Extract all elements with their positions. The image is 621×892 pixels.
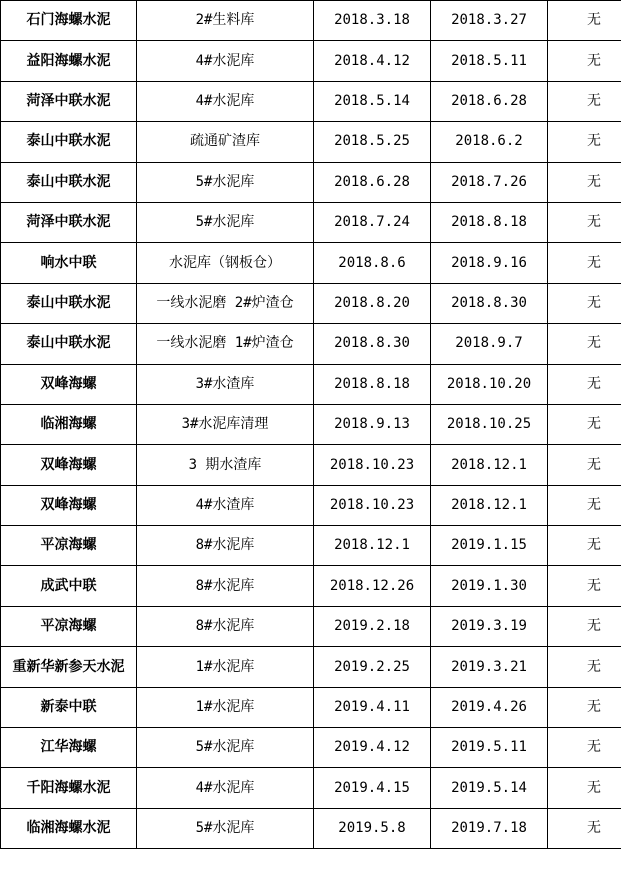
table-row: [1, 162, 621, 202]
silo-cell: 水泥库（钢板仓）: [137, 243, 314, 283]
end-date-cell: 2018.5.11: [431, 41, 548, 81]
company-cell: 菏泽中联水泥: [1, 202, 137, 242]
company-cell: 泰山中联水泥: [1, 122, 137, 162]
table-row: [1, 445, 621, 485]
table-row: [1, 526, 621, 566]
table-row: [1, 606, 621, 646]
end-date-cell: 2019.1.30: [431, 566, 548, 606]
end-date-cell: 2018.6.2: [431, 122, 548, 162]
start-date-cell: 2018.8.20: [314, 283, 431, 323]
note-cell: 无: [548, 526, 621, 566]
company-cell: 泰山中联水泥: [1, 283, 137, 323]
company-cell: 临湘海螺水泥: [1, 808, 137, 848]
note-cell: 无: [548, 41, 621, 81]
end-date-cell: 2018.9.16: [431, 243, 548, 283]
table-row: [1, 364, 621, 404]
company-cell: 临湘海螺: [1, 404, 137, 444]
end-date-cell: 2018.10.20: [431, 364, 548, 404]
start-date-cell: 2019.4.11: [314, 687, 431, 727]
silo-cell: 一线水泥磨 1#炉渣仓: [137, 324, 314, 364]
silo-cell: 5#水泥库: [137, 162, 314, 202]
start-date-cell: 2018.12.1: [314, 526, 431, 566]
start-date-cell: 2019.2.18: [314, 606, 431, 646]
company-cell: 泰山中联水泥: [1, 162, 137, 202]
end-date-cell: 2018.8.30: [431, 283, 548, 323]
note-cell: 无: [548, 606, 621, 646]
start-date-cell: 2019.2.25: [314, 647, 431, 687]
start-date-cell: 2018.5.14: [314, 81, 431, 121]
silo-cell: 5#水泥库: [137, 202, 314, 242]
note-cell: 无: [548, 808, 621, 848]
start-date-cell: 2018.7.24: [314, 202, 431, 242]
note-cell: 无: [548, 445, 621, 485]
silo-cell: 5#水泥库: [137, 808, 314, 848]
end-date-cell: 2019.3.21: [431, 647, 548, 687]
company-cell: 响水中联: [1, 243, 137, 283]
table-row: [1, 647, 621, 687]
end-date-cell: 2018.3.27: [431, 1, 548, 41]
silo-cell: 3#水泥库清理: [137, 404, 314, 444]
note-cell: 无: [548, 243, 621, 283]
table-row: [1, 768, 621, 808]
start-date-cell: 2018.8.6: [314, 243, 431, 283]
table-row: [1, 324, 621, 364]
company-cell: 江华海螺: [1, 728, 137, 768]
note-cell: 无: [548, 485, 621, 525]
start-date-cell: 2018.8.30: [314, 324, 431, 364]
company-cell: 益阳海螺水泥: [1, 41, 137, 81]
company-cell: 重新华新参天水泥: [1, 647, 137, 687]
table-row: [1, 485, 621, 525]
silo-cell: 4#水泥库: [137, 768, 314, 808]
company-cell: 平凉海螺: [1, 606, 137, 646]
end-date-cell: 2018.10.25: [431, 404, 548, 444]
silo-cell: 8#水泥库: [137, 566, 314, 606]
note-cell: 无: [548, 81, 621, 121]
end-date-cell: 2019.4.26: [431, 687, 548, 727]
note-cell: 无: [548, 202, 621, 242]
table-row: [1, 566, 621, 606]
end-date-cell: 2018.8.18: [431, 202, 548, 242]
start-date-cell: 2018.3.18: [314, 1, 431, 41]
table-row: [1, 283, 621, 323]
table-row: [1, 122, 621, 162]
note-cell: 无: [548, 364, 621, 404]
start-date-cell: 2018.9.13: [314, 404, 431, 444]
note-cell: 无: [548, 162, 621, 202]
table-row: [1, 808, 621, 848]
company-cell: 双峰海螺: [1, 485, 137, 525]
silo-cell: 4#水泥库: [137, 41, 314, 81]
silo-cell: 5#水泥库: [137, 728, 314, 768]
silo-cell: 4#水渣库: [137, 485, 314, 525]
table-row: [1, 404, 621, 444]
table-row: [1, 728, 621, 768]
end-date-cell: 2019.1.15: [431, 526, 548, 566]
end-date-cell: 2019.7.18: [431, 808, 548, 848]
start-date-cell: 2018.12.26: [314, 566, 431, 606]
silo-cell: 4#水泥库: [137, 81, 314, 121]
table-row: [1, 1, 621, 41]
start-date-cell: 2018.5.25: [314, 122, 431, 162]
note-cell: 无: [548, 687, 621, 727]
silo-cell: 疏通矿渣库: [137, 122, 314, 162]
table-row: [1, 41, 621, 81]
company-cell: 新泰中联: [1, 687, 137, 727]
silo-cell: 1#水泥库: [137, 687, 314, 727]
end-date-cell: 2018.12.1: [431, 445, 548, 485]
end-date-cell: 2018.9.7: [431, 324, 548, 364]
end-date-cell: 2019.5.14: [431, 768, 548, 808]
end-date-cell: 2018.7.26: [431, 162, 548, 202]
note-cell: 无: [548, 324, 621, 364]
company-cell: 菏泽中联水泥: [1, 81, 137, 121]
end-date-cell: 2018.12.1: [431, 485, 548, 525]
note-cell: 无: [548, 404, 621, 444]
start-date-cell: 2018.10.23: [314, 485, 431, 525]
silo-cell: 8#水泥库: [137, 526, 314, 566]
start-date-cell: 2019.4.12: [314, 728, 431, 768]
note-cell: 无: [548, 728, 621, 768]
table-row: [1, 243, 621, 283]
company-cell: 泰山中联水泥: [1, 324, 137, 364]
silo-cell: 1#水泥库: [137, 647, 314, 687]
table-body: [1, 1, 621, 849]
company-cell: 石门海螺水泥: [1, 1, 137, 41]
silo-cell: 2#生料库: [137, 1, 314, 41]
note-cell: 无: [548, 647, 621, 687]
start-date-cell: 2019.4.15: [314, 768, 431, 808]
end-date-cell: 2018.6.28: [431, 81, 548, 121]
start-date-cell: 2018.6.28: [314, 162, 431, 202]
note-cell: 无: [548, 566, 621, 606]
end-date-cell: 2019.3.19: [431, 606, 548, 646]
company-cell: 双峰海螺: [1, 445, 137, 485]
silo-cell: 8#水泥库: [137, 606, 314, 646]
start-date-cell: 2018.4.12: [314, 41, 431, 81]
silo-cell: 3#水渣库: [137, 364, 314, 404]
note-cell: 无: [548, 283, 621, 323]
silo-cell: 一线水泥磨 2#炉渣仓: [137, 283, 314, 323]
table-row: [1, 81, 621, 121]
start-date-cell: 2019.5.8: [314, 808, 431, 848]
note-cell: 无: [548, 122, 621, 162]
note-cell: 无: [548, 1, 621, 41]
start-date-cell: 2018.8.18: [314, 364, 431, 404]
table-row: [1, 202, 621, 242]
table-row: [1, 687, 621, 727]
company-cell: 平凉海螺: [1, 526, 137, 566]
company-cell: 双峰海螺: [1, 364, 137, 404]
company-cell: 千阳海螺水泥: [1, 768, 137, 808]
company-cell: 成武中联: [1, 566, 137, 606]
note-cell: 无: [548, 768, 621, 808]
silo-cell: 3 期水渣库: [137, 445, 314, 485]
start-date-cell: 2018.10.23: [314, 445, 431, 485]
end-date-cell: 2019.5.11: [431, 728, 548, 768]
